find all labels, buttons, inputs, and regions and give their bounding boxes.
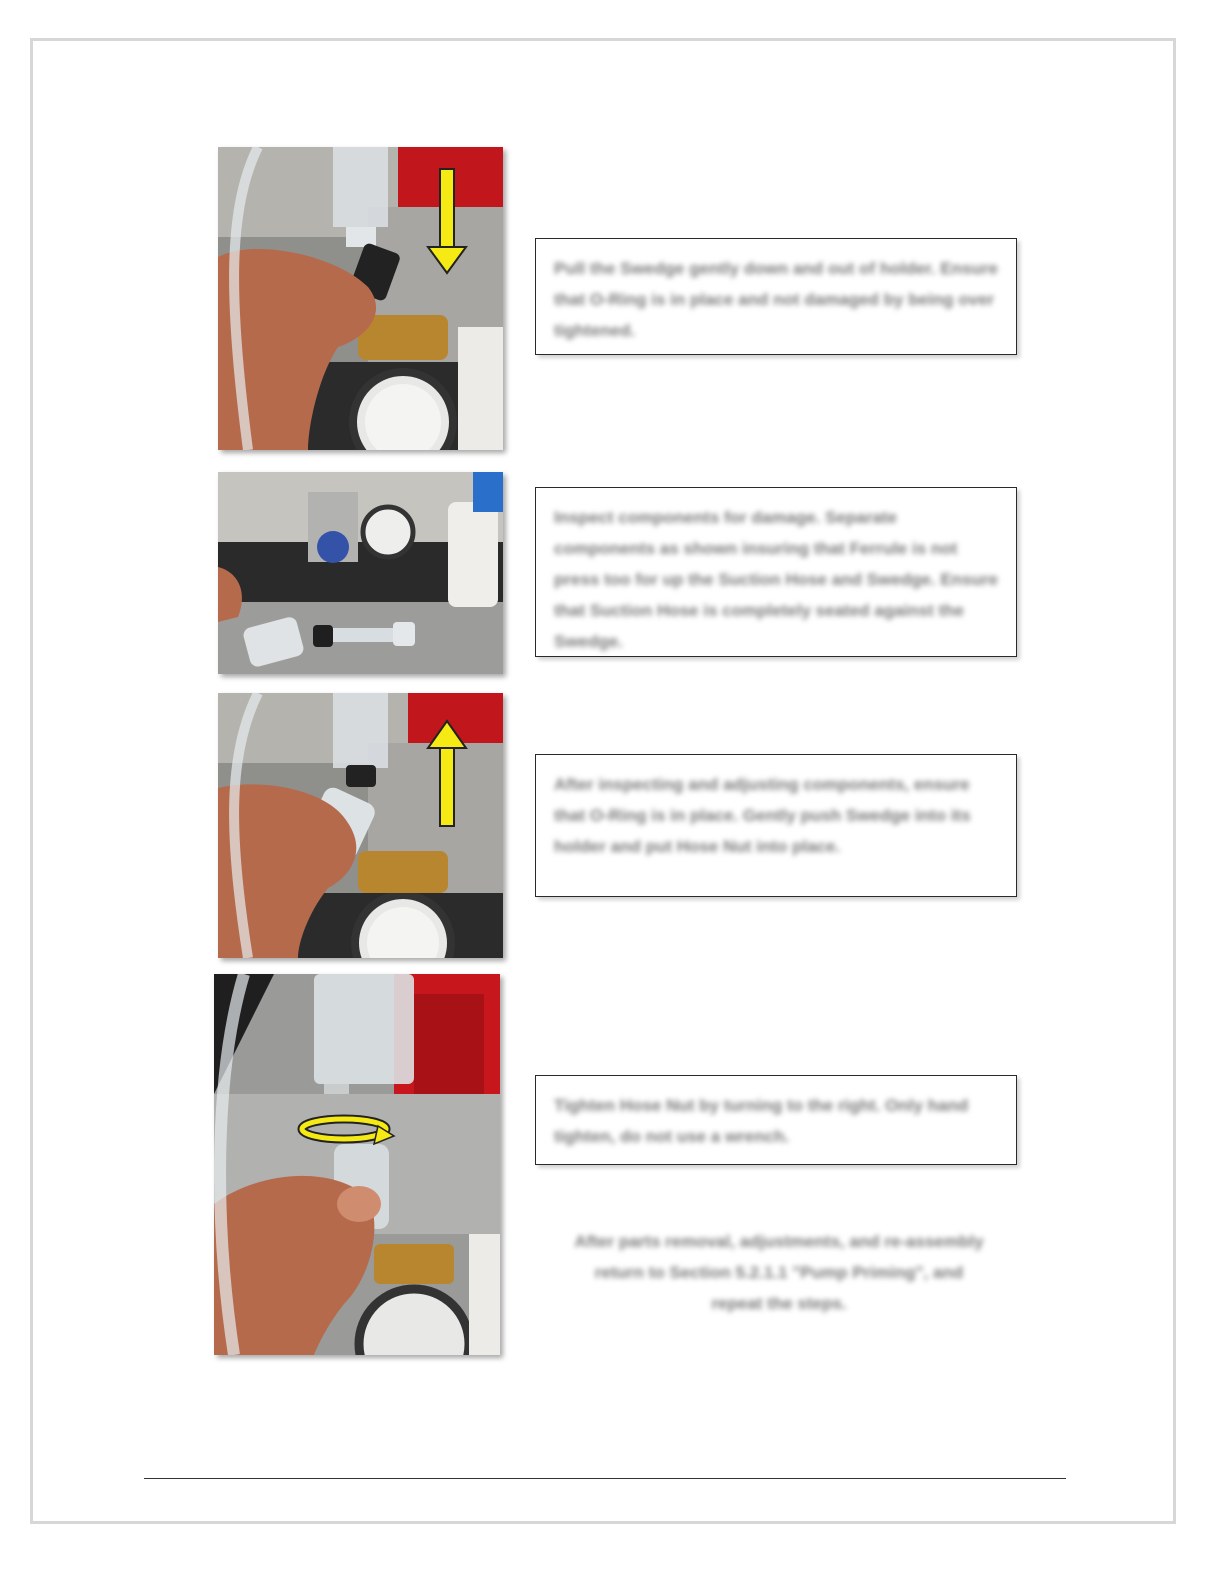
photo-step-3 xyxy=(218,693,503,958)
step-3-text: After inspecting and adjusting components, ensure that O-Ring is in place. Gently push Swedge into its holder and put Hose Nut into place. xyxy=(554,775,971,856)
footer-rule xyxy=(144,1478,1066,1479)
photo-step-1 xyxy=(218,147,503,450)
step-1-text: Pull the Swedge gently down and out of holder. Ensure that O-Ring is in place and not damaged by being over tightened. xyxy=(554,259,998,340)
photo-step-4 xyxy=(214,974,500,1355)
step-2-text: Inspect components for damage. Separate components as shown insuring that Ferrule is not press too for up the Suction Hose and Swedge. Ensure that Suction Hose is completely seated against the Swedge. xyxy=(554,508,998,651)
photo-step-2 xyxy=(218,472,503,674)
step-2-callout xyxy=(535,487,1017,657)
step-4-text: Tighten Hose Nut by turning to the right. Only hand tighten, do not use a wrench. xyxy=(554,1096,969,1146)
closing-note: After parts removal, adjustments, and re-assembly return to Section 5.2.1.1 "Pump Priming", and repeat the steps. xyxy=(574,1232,984,1313)
step-4-callout xyxy=(535,1075,1017,1165)
step-1-callout xyxy=(535,238,1017,355)
step-3-callout xyxy=(535,754,1017,897)
